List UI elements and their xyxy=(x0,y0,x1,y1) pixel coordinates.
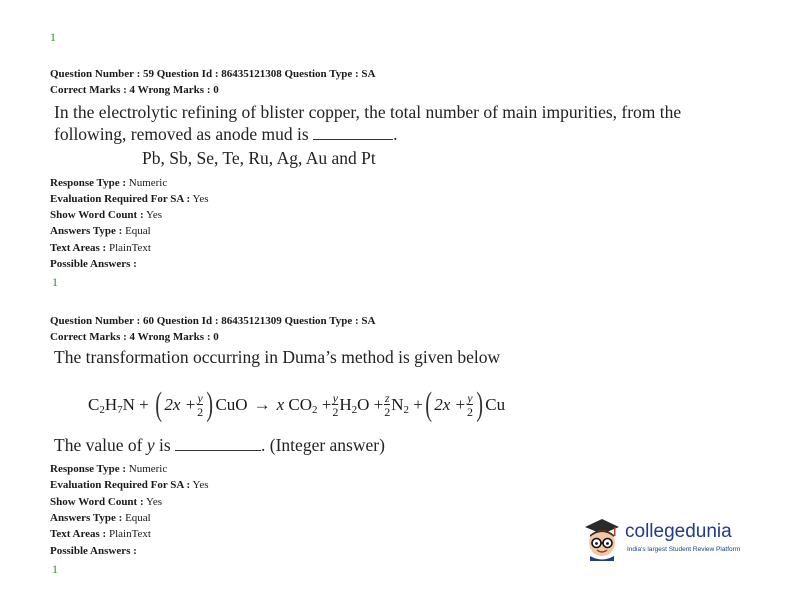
q60-answers-type: Answers Type : Equal xyxy=(50,512,151,524)
eq-open-paren-1: ( xyxy=(155,386,163,423)
q60-text-areas: Text Areas : PlainText xyxy=(50,528,151,540)
question-60-marks: Correct Marks : 4 Wrong Marks : 0 xyxy=(50,331,219,343)
eq-close-paren-2: ) xyxy=(476,386,484,423)
question-60-text-line3: The value of y is . (Integer answer) xyxy=(54,435,385,455)
q59-text-areas: Text Areas : PlainText xyxy=(50,242,151,254)
question-59-text-line2 xyxy=(54,124,397,145)
eq-term-2x-a: 2x + xyxy=(164,395,197,414)
q60-response-type: Response Type : Numeric xyxy=(50,463,168,475)
answer-blank xyxy=(313,138,393,140)
q60-show-word-count: Show Word Count : Yes xyxy=(50,496,162,508)
eq-open-paren-2: ( xyxy=(425,386,432,423)
eq-close-paren-1: ) xyxy=(206,386,214,423)
eq-reactant: $C_2H_7N$ + xyxy=(88,394,153,416)
q60-possible-answers: Possible Answers : xyxy=(50,545,137,557)
eq-frac-y-over-2-b: $\frac{y}{2}$ xyxy=(332,391,339,419)
impurities-list: Pb, Sb, Se, Te, Ru, Ag, Au and Pt xyxy=(142,148,376,168)
q59-response-type: Response Type : Numeric xyxy=(50,177,168,189)
q59-answers-type: Answers Type : Equal xyxy=(50,225,151,237)
eq-xco2: x $CO_2$ + xyxy=(276,394,332,416)
answer-blank xyxy=(175,449,261,451)
eq-h2o: $H_2O$ + xyxy=(339,394,384,416)
q60-evaluation-required: Evaluation Required For SA : Yes xyxy=(50,479,209,491)
question-59-text-line2-a: following, removed as anode mud is xyxy=(54,124,309,144)
question-60-text-line1: The transformation occurring in Duma’s method is given below xyxy=(54,347,501,367)
dumas-equation xyxy=(88,383,505,427)
logo-wordmark: collegedunia xyxy=(625,521,732,542)
q59-possible-answers: Possible Answers : xyxy=(50,258,137,270)
eq-arrow: → xyxy=(253,395,271,414)
q59-show-word-count: Show Word Count : Yes xyxy=(50,209,162,221)
question-59-header: Question Number : 59 Question Id : 86435121308 Question Type : SA xyxy=(50,68,376,80)
eq-frac-y-over-2-a: $\frac{y}{2}$ xyxy=(197,391,204,419)
collegedunia-mascot-icon xyxy=(581,515,623,561)
q59-answer: 1 xyxy=(52,275,58,289)
eq-frac-z-over-2: $\frac{z}{2}$ xyxy=(384,391,391,419)
question-59-text-line2-b: . xyxy=(393,124,398,144)
eq-cu: Cu xyxy=(485,395,506,414)
logo-tagline: India's largest Student Review Platform xyxy=(627,546,741,553)
eq-n2: $N_2$ + xyxy=(391,394,423,416)
question-60-header: Question Number : 60 Question Id : 86435121309 Question Type : SA xyxy=(50,315,376,327)
q59-evaluation-required: Evaluation Required For SA : Yes xyxy=(50,193,209,205)
eq-term-2x-b: 2x + xyxy=(434,395,466,414)
eq-frac-y-over-2-c: $\frac{y}{2}$ xyxy=(466,391,473,419)
question-59-text-line1: In the electrolytic refining of blister copper, the total number of main impurities, from the xyxy=(54,102,682,122)
page-number: 1 xyxy=(50,30,56,44)
q60-answer: 1 xyxy=(52,562,58,576)
question-59-marks: Correct Marks : 4 Wrong Marks : 0 xyxy=(50,84,219,96)
eq-cuo: CuO xyxy=(215,395,248,414)
